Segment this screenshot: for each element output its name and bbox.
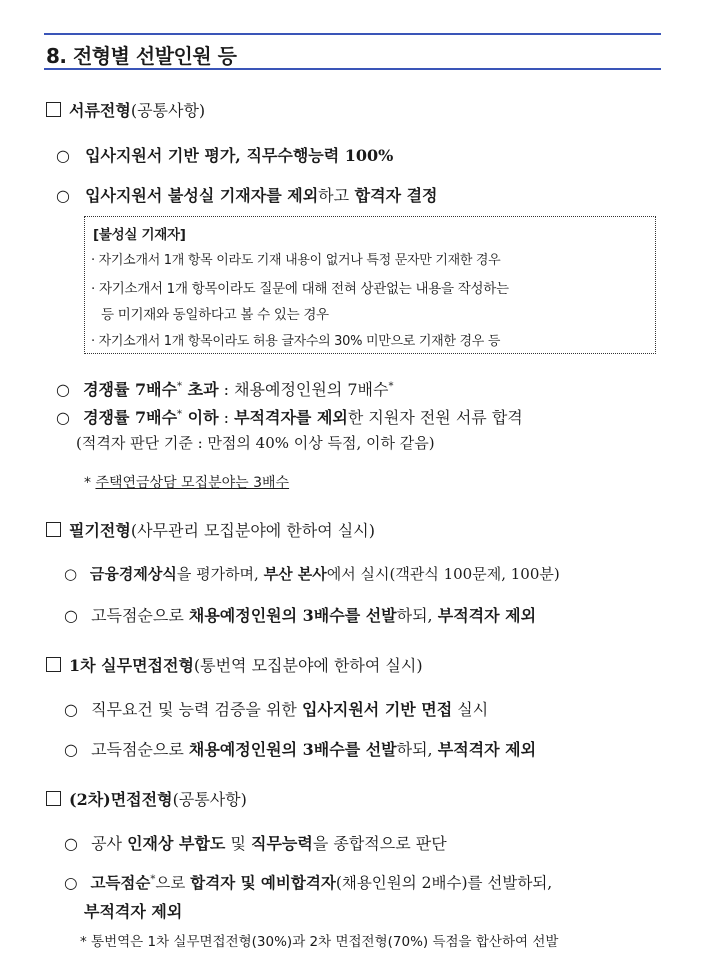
- list-item: ○ 고득점순*으로 합격자 및 예비합격자(채용인원의 2배수)를 선발하되,: [64, 873, 553, 892]
- checkbox-square-icon: [46, 522, 61, 537]
- interview1-heading: 1차 실무면접전형(통번역 모집분야에 한하여 실시): [46, 653, 423, 676]
- bullet-icon: ○: [56, 146, 70, 165]
- bullet-icon: ○: [56, 408, 70, 427]
- box-line: · 자기소개서 1개 항목이라도 질문에 대해 전혀 상관없는 내용을 작성하는: [91, 281, 509, 297]
- document-screening-heading: 서류전형(공통사항): [46, 98, 205, 121]
- unfaithful-applicant-box: [84, 216, 656, 354]
- checkbox-square-icon: [46, 657, 61, 672]
- footnote: * 주택연금상담 모집분야는 3배수: [84, 475, 290, 491]
- list-item: ○ 금융경제상식을 평가하며, 부산 본사에서 실시(객관식 100문제, 100분): [64, 565, 560, 583]
- bullet-icon: ○: [64, 740, 78, 759]
- bullet-icon: ○: [64, 565, 78, 583]
- header-rule-bottom: [44, 68, 661, 70]
- list-item: ○ 고득점순으로 채용예정인원의 3배수를 선발하되, 부적격자 제외: [64, 606, 537, 625]
- list-item: ○ 경쟁률 7배수* 이하 : 부적격자를 제외한 지원자 전원 서류 합격: [56, 408, 523, 427]
- list-item: ○ 공사 인재상 부합도 및 직무능력을 종합적으로 판단: [64, 834, 447, 853]
- list-item-continuation: 부적격자 제외: [84, 902, 183, 921]
- list-item: ○ 경쟁률 7배수* 초과 : 채용예정인원의 7배수*: [56, 380, 394, 399]
- list-item: ○ 직무요건 및 능력 검증을 위한 입사지원서 기반 면접 실시: [64, 700, 489, 719]
- bullet-icon: ○: [64, 834, 78, 853]
- section-title: 8. 전형별 선발인원 등: [46, 44, 237, 68]
- bullet-icon: ○: [64, 700, 78, 719]
- list-item: ○ 입사지원서 불성실 기재자를 제외하고 합격자 결정: [56, 186, 438, 205]
- box-line: 등 미기재와 동일하다고 볼 수 있는 경우: [101, 307, 329, 323]
- box-line: · 자기소개서 1개 항목 이라도 기재 내용이 없거나 특정 문자만 기재한 경우: [91, 253, 501, 268]
- checkbox-square-icon: [46, 791, 61, 806]
- bullet-icon: ○: [56, 186, 70, 205]
- list-item: ○ 입사지원서 기반 평가, 직무수행능력 100%: [56, 146, 394, 165]
- footnote: * 통번역은 1차 실무면접전형(30%)과 2차 면접전형(70%) 득점을 합산하여 선발: [80, 934, 559, 950]
- checkbox-square-icon: [46, 102, 61, 117]
- written-exam-heading: 필기전형(사무관리 모집분야에 한하여 실시): [46, 518, 375, 541]
- interview2-heading: (2차)면접전형(공통사항): [46, 787, 247, 810]
- header-rule-top: [44, 33, 661, 35]
- box-title: [불성실 기재자]: [93, 227, 186, 243]
- bullet-icon: ○: [64, 874, 78, 892]
- bullet-icon: ○: [64, 606, 78, 625]
- box-line: · 자기소개서 1개 항목이라도 허용 글자수의 30% 미만으로 기재한 경우 등: [91, 334, 501, 349]
- list-item: ○ 고득점순으로 채용예정인원의 3배수를 선발하되, 부적격자 제외: [64, 740, 537, 759]
- bullet-icon: ○: [56, 380, 70, 399]
- list-item-continuation: (적격자 판단 기준 : 만점의 40% 이상 득점, 이하 같음): [76, 434, 435, 452]
